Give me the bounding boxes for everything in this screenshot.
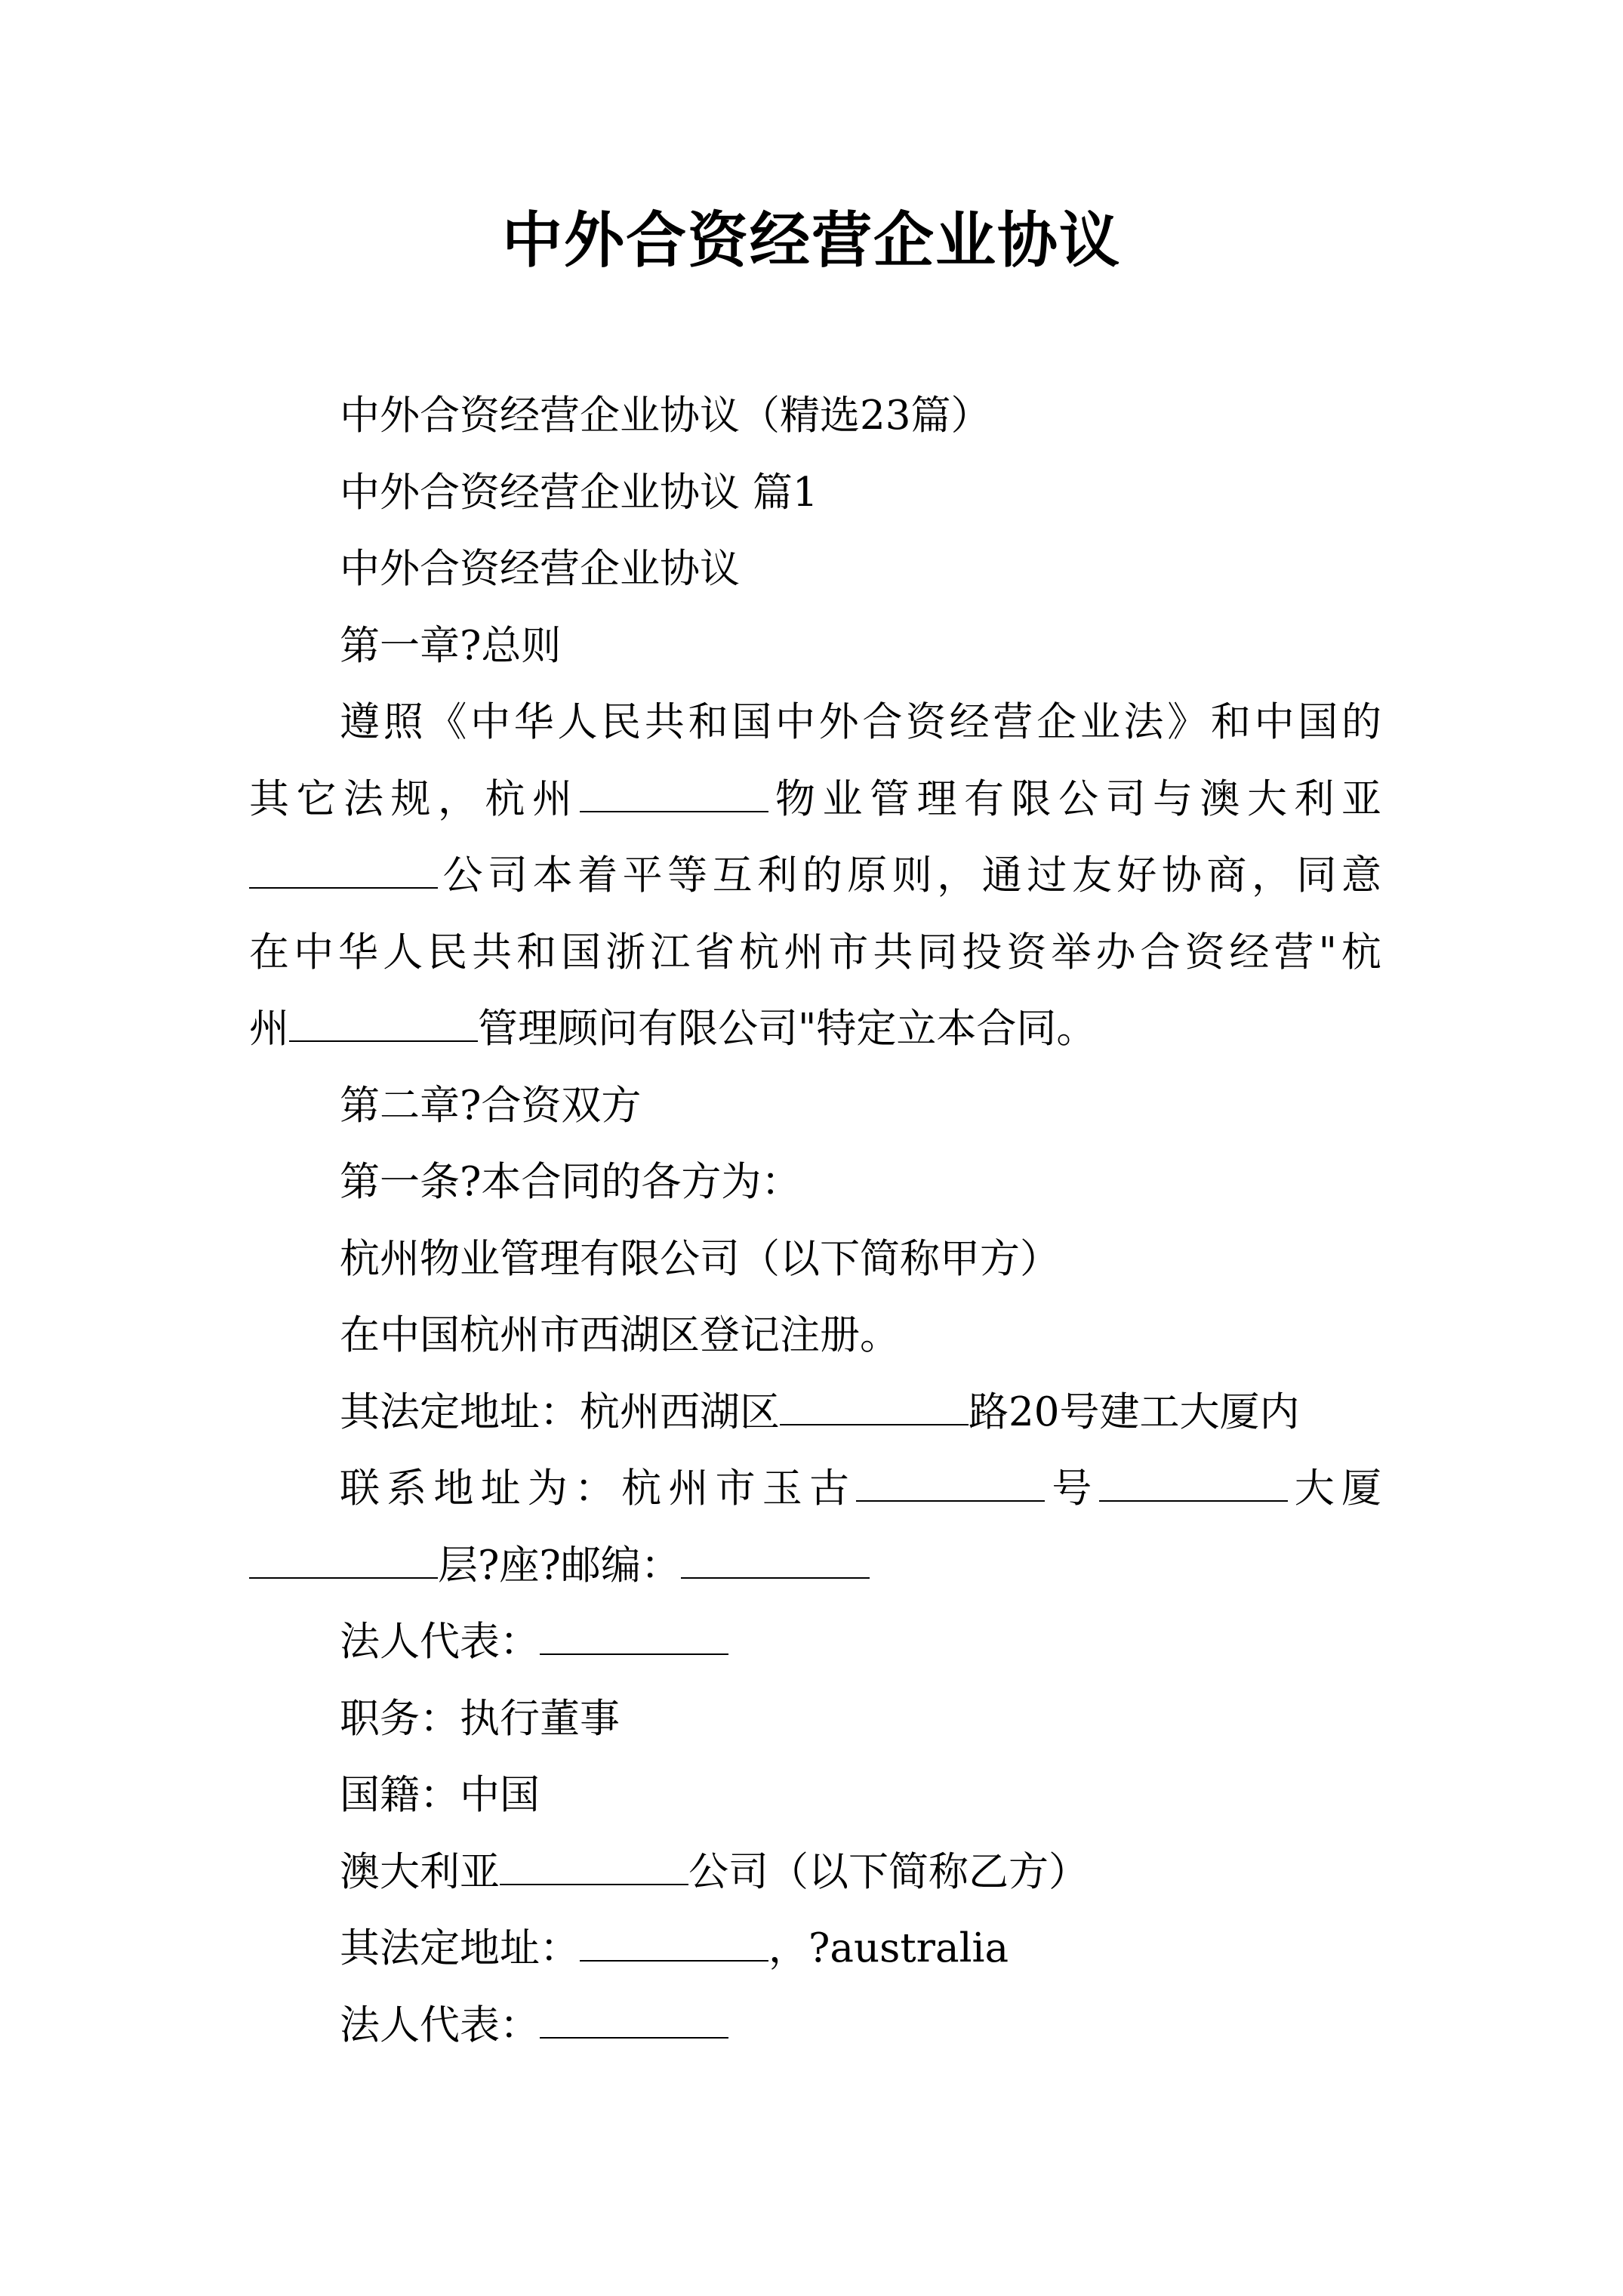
text-segment: 物业管理有限公司与澳大利亚 xyxy=(768,775,1381,822)
text-segment: 其它法规，杭州 xyxy=(249,775,580,822)
chapter-two-heading: 第二章?合资双方 xyxy=(340,1082,642,1129)
blank-line xyxy=(580,1927,768,1962)
paragraph-agreement-name: 中外合资经营企业协议 xyxy=(340,546,740,592)
text-segment: 路20号建工大厦内 xyxy=(969,1388,1300,1435)
blank-line xyxy=(580,778,768,812)
paragraph-article-heading: 中外合资经营企业协议 篇1 xyxy=(340,469,818,516)
text-segment: 公司（以下简称乙方） xyxy=(688,1848,1089,1895)
article-one-heading: 第一条?本合同的各方为： xyxy=(340,1159,802,1205)
preamble-line-2 xyxy=(249,761,1381,838)
party-b-legal-address xyxy=(249,1910,1381,1987)
preamble-line-3 xyxy=(249,837,1381,914)
chapter-one-heading: 第一章?总则 xyxy=(340,622,562,669)
blank-line xyxy=(289,1007,478,1042)
text-segment: 法人代表： xyxy=(340,1619,540,1665)
party-a-nationality: 国籍：中国 xyxy=(340,1772,540,1818)
blank-line xyxy=(1099,1467,1288,1502)
party-a-position: 职务：执行董事 xyxy=(340,1695,620,1742)
paragraph-subtitle: 中外合资经营企业协议（精选23篇） xyxy=(340,393,991,439)
blank-line xyxy=(780,1391,969,1425)
text-segment: ，?australia xyxy=(768,1925,1009,1971)
party-a-contact-address xyxy=(249,1450,1381,1527)
blank-line xyxy=(540,1620,728,1655)
text-segment: 澳大利亚 xyxy=(340,1848,500,1895)
text-segment: 法人代表： xyxy=(340,2002,540,2048)
preamble-line-4: 在中华人民共和国浙江省杭州市共同投资举办合资经营"杭 xyxy=(249,929,1381,975)
text-segment: 管理顾问有限公司"特定立本合同。 xyxy=(478,1006,1097,1052)
text-segment: 层?座?邮编： xyxy=(438,1542,681,1589)
party-a-legal-rep xyxy=(249,1604,1381,1681)
blank-line xyxy=(856,1467,1045,1502)
text-segment: 公司本着平等互利的原则，通过友好协商，同意 xyxy=(438,852,1381,898)
party-a-legal-address xyxy=(249,1374,1381,1451)
document-title: 中外合资经营企业协议 xyxy=(502,205,1121,276)
text-segment: 其法定地址： xyxy=(340,1925,580,1971)
party-b-legal-rep xyxy=(249,1987,1381,2064)
party-b-name xyxy=(249,1834,1381,1911)
text-segment: 联系地址为：杭州市玉古 xyxy=(340,1465,857,1512)
party-a-name: 杭州物业管理有限公司（以下简称甲方） xyxy=(340,1235,1060,1282)
text-segment: 大厦 xyxy=(1287,1465,1382,1512)
blank-line xyxy=(540,2004,728,2039)
blank-line xyxy=(249,854,438,889)
party-a-contact-address-cont xyxy=(249,1527,1381,1604)
text-segment: 其法定地址：杭州西湖区 xyxy=(340,1388,780,1435)
preamble-line-1: 遵照《中华人民共和国中外合资经营企业法》和中国的 xyxy=(340,699,1381,745)
text-segment: 州 xyxy=(249,1006,289,1052)
text-segment: 号 xyxy=(1045,1465,1099,1512)
blank-line xyxy=(681,1544,870,1579)
blank-line xyxy=(249,1544,438,1579)
blank-line xyxy=(500,1851,688,1885)
document-body xyxy=(249,378,1381,2063)
preamble-line-5 xyxy=(249,991,1381,1068)
party-a-registration: 在中国杭州市西湖区登记注册。 xyxy=(340,1312,900,1358)
